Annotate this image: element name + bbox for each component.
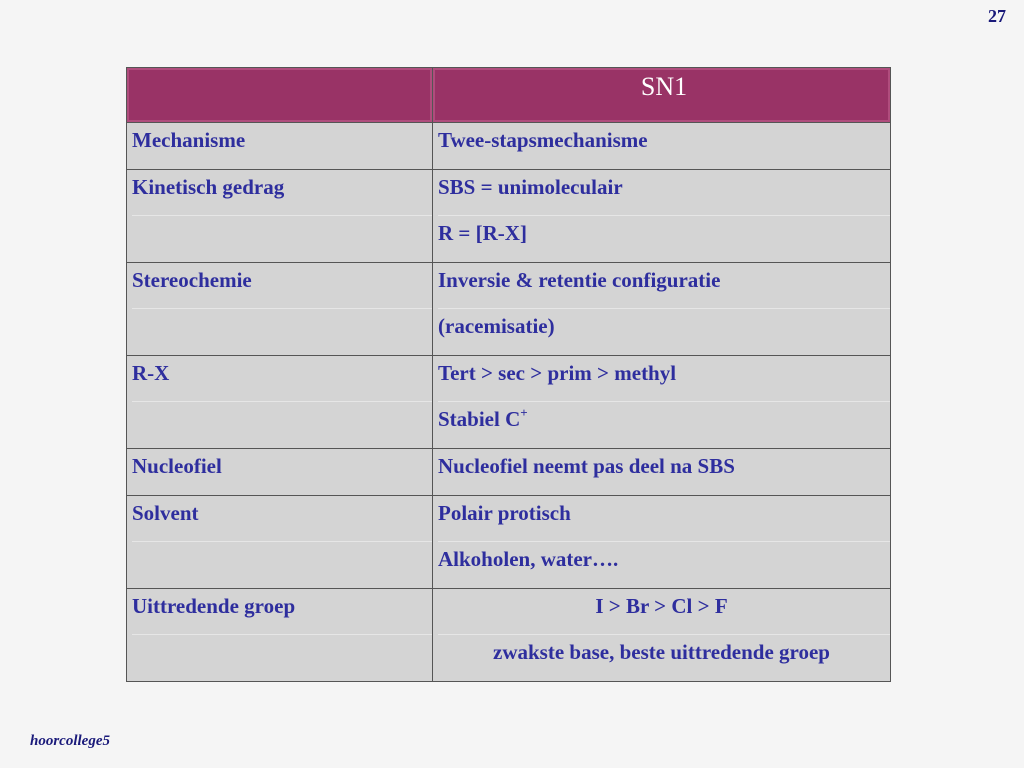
table-row-kinetisch-gedrag	[127, 170, 891, 263]
sn1-table	[126, 67, 891, 682]
row-label-text: Kinetisch gedrag	[132, 170, 432, 216]
row-value	[433, 356, 891, 449]
row-value-line-carbocation	[438, 402, 890, 448]
row-label	[127, 170, 433, 263]
row-label	[127, 496, 433, 589]
row-label	[127, 123, 433, 170]
row-value-line: Twee-stapsmechanisme	[438, 128, 648, 152]
row-label-text: Mechanisme	[132, 128, 246, 152]
table-row-solvent	[127, 496, 891, 589]
table-row-nucleofiel	[127, 449, 891, 496]
table-row-stereochemie	[127, 263, 891, 356]
row-value-line: zwakste base, beste uittredende groep	[493, 640, 830, 664]
row-value-line: (racemisatie)	[438, 314, 555, 338]
row-label-spacer	[132, 309, 432, 355]
row-value	[433, 589, 891, 682]
row-label-text: Solvent	[132, 496, 432, 542]
row-label-spacer	[132, 542, 432, 588]
row-value	[433, 170, 891, 263]
row-value-line: Tert > sec > prim > methyl	[438, 356, 890, 402]
row-value-line: R = [R-X]	[438, 221, 527, 245]
row-value	[433, 263, 891, 356]
footer-label: hoorcollege5	[30, 733, 110, 749]
row-label	[127, 263, 433, 356]
table-row-uittredende-groep	[127, 589, 891, 682]
row-label-spacer	[132, 402, 432, 448]
row-label-spacer	[132, 216, 432, 262]
row-value	[433, 123, 891, 170]
row-label-text: Uittredende groep	[132, 589, 432, 635]
row-label	[127, 589, 433, 682]
row-value	[433, 449, 891, 496]
row-value-line: Nucleofiel neemt pas deel na SBS	[438, 454, 735, 478]
row-value-line: Inversie & retentie configuratie	[438, 263, 890, 309]
row-value-line: SBS = unimoleculair	[438, 170, 890, 216]
row-label	[127, 449, 433, 496]
table-row-r-x	[127, 356, 891, 449]
row-label-text: Stereochemie	[132, 263, 432, 309]
carbocation-text: Stabiel C	[438, 407, 521, 431]
row-value-line: Alkoholen, water….	[438, 547, 619, 571]
table-row-mechanisme	[127, 123, 891, 170]
table-header-row	[127, 68, 891, 123]
row-label-text: R-X	[132, 356, 432, 402]
slide-number: 27	[988, 6, 1006, 26]
row-label-spacer	[132, 635, 432, 681]
row-value	[433, 496, 891, 589]
row-value-line: I > Br > Cl > F	[438, 589, 890, 635]
row-value-line: Polair protisch	[438, 496, 890, 542]
row-label	[127, 356, 433, 449]
header-sn1-cell: SN1	[433, 68, 891, 123]
row-label-text: Nucleofiel	[132, 454, 222, 478]
header-empty-cell	[127, 68, 433, 123]
carbocation-charge: +	[520, 405, 528, 420]
